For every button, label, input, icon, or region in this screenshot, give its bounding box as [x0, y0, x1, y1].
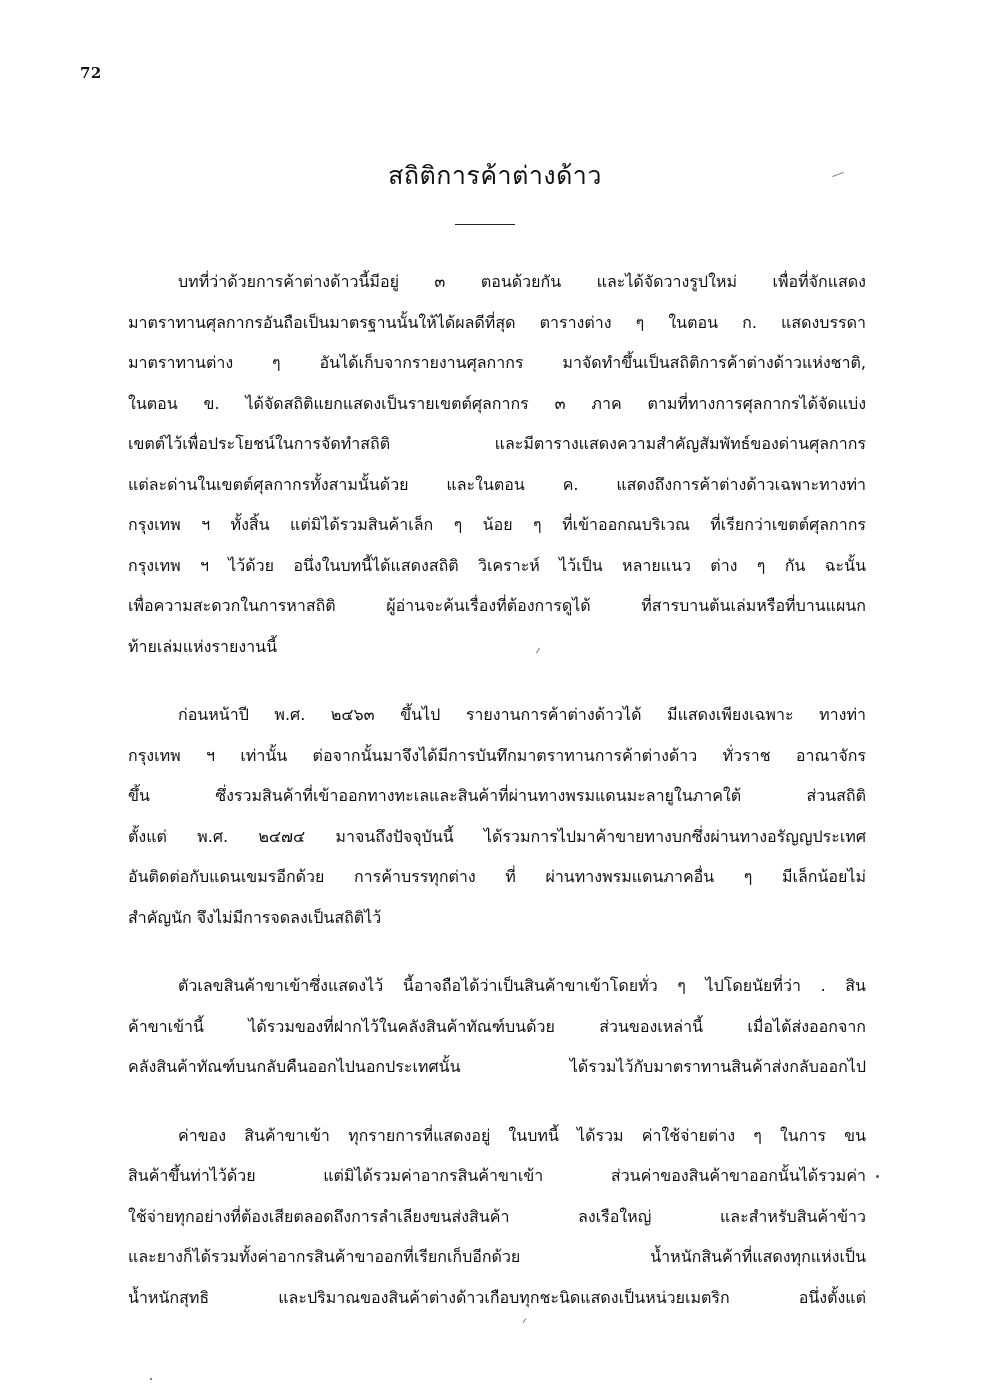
page-title: สถิติการค้าต่างด้าว: [388, 161, 602, 190]
text-line: เพื่อความสะดวกในการหาสถิติ ผู้อ่านจะค้นเรื่องที่ต้องการดูได้ ที่สารบานต้นเล่มหรือที่บานแผนก: [128, 596, 866, 615]
text-line: ในตอน ข. ได้จัดสถิติแยกแสดงเป็นรายเขตต์ศุลกากร ๓ ภาค ตามที่ทางการศุลกากรได้จัดแบ่ง: [128, 393, 866, 413]
text-line: อันติดต่อกับแดนเขมรอีกด้วย การค้าบรรทุกต่าง ที่ ผ่านทางพรมแดนภาคอื่น ๆ มีเล็กน้อยไม่: [128, 867, 866, 886]
text-line: ตัวเลขสินค้าขาเข้าซึ่งแสดงไว้ นี้อาจถือได้ว่าเป็นสินค้าขาเข้าโดยทั่ว ๆ ไปโดยนัยที่ว่า . สิน: [178, 976, 866, 995]
text-line: สินค้าขึ้นท่าไว้ด้วย แต่มิได้รวมค่าอากรสินค้าขาเข้า ส่วนค่าของสินค้าขาออกนั้นได้รวมค่า: [128, 1166, 866, 1185]
text-line: กรุงเทพ ฯ ทั้งสิ้น แต่มิได้รวมสินค้าเล็ก ๆ น้อย ๆ ที่เข้าออกณบริเวณ ที่เรียกว่าเขตต์ศุลกากร: [128, 515, 866, 534]
text-line: ค่าของ สินค้าขาเข้า ทุกรายการที่แสดงอยู่ ในบทนี้ ได้รวม ค่าใช้จ่ายต่าง ๆ ในการ ขน: [178, 1125, 866, 1145]
paragraph-2: [128, 695, 866, 938]
text-line: คลังสินค้าทัณฑ์บนกลับคืนออกไปนอกประเทศนั้น ได้รวมไว้กับมาตราทานสินค้าส่งกลับออกไป: [128, 1057, 866, 1076]
text-line: และยางก็ได้รวมทั้งค่าอากรสินค้าขาออกที่เรียกเก็บอีกด้วย น้ำหนักสินค้าที่แสดงทุกแห่งเป็น: [128, 1247, 866, 1266]
text-line: กรุงเทพ ฯ ไว้ด้วย อนึ่งในบทนี้ได้แสดงสถิติ วิเคราะห์ ไว้เป็น หลายแนว ต่าง ๆ กัน ฉะนั้น: [128, 555, 866, 575]
page-number: 72: [80, 64, 102, 82]
paragraph-4: [128, 1116, 866, 1319]
paragraph-3: [128, 966, 866, 1088]
text-line: ก่อนหน้าปี พ.ศ. ๒๔๖๓ ขึ้นไป รายงานการค้าต่างด้าวได้ มีแสดงเพียงเฉพาะ ทางท่า: [178, 705, 866, 724]
text-line: บทที่ว่าด้วยการค้าต่างด้าวนี้มีอยู่ ๓ ตอนด้วยกัน และได้จัดวางรูปใหม่ เพื่อที่จักแสดง: [178, 272, 866, 291]
text-line: ท้ายเล่มแห่งรายงานนี้: [128, 636, 278, 656]
text-line: ค้าขาเข้านี้ ได้รวมของที่ฝากไว้ในคลังสินค้าทัณฑ์บนด้วย ส่วนของเหล่านี้ เมื่อได้ส่งออกจาก: [128, 1016, 866, 1036]
text-line: กรุงเทพ ฯ เท่านั้น ต่อจากนั้นมาจึงได้มีการบันทึกมาตราทานการค้าต่างด้าว ทั่วราช อาณาจักร: [128, 745, 866, 765]
paragraph-1: [128, 262, 866, 667]
text-line: แต่ละด่านในเขตต์ศุลกากรทั้งสามนั้นด้วย และในตอน ค. แสดงถึงการค้าต่างด้าวเฉพาะทางท่า: [128, 474, 866, 494]
text-line: สำคัญนัก จึงไม่มีการจดลงเป็นสถิติไว้: [128, 907, 382, 927]
text-line: เขตต์ไว้เพื่อประโยชน์ในการจัดทำสถิติ และมีตารางแสดงความสำคัญสัมพัทธ์ของด่านศุลกากร: [128, 434, 866, 453]
text-line: มาตราทานต่าง ๆ อันได้เก็บจากรายงานศุลกากร มาจัดทำขึ้นเป็นสถิติการค้าต่างด้าวแห่งชาติ,: [128, 353, 866, 372]
scan-speck: [876, 1175, 879, 1178]
text-line: มาตราทานศุลกากรอันถือเป็นมาตรฐานนั้นให้ได้ผลดีที่สุด ตารางต่าง ๆ ในตอน ก. แสดงบรรดา: [128, 312, 866, 332]
text-line: ขึ้น ซึ่งรวมสินค้าที่เข้าออกทางทะเลและสินค้าที่ผ่านทางพรมแดนมะลายูในภาคใต้ ส่วนสถิติ: [128, 786, 866, 805]
scan-speck: [150, 1378, 152, 1380]
text-line: ตั้งแต่ พ.ศ. ๒๔๗๔ มาจนถึงปัจจุบันนี้ ได้รวมการไปมาค้าขายทางบกซึ่งผ่านทางอรัญญประเทศ: [128, 826, 866, 846]
text-line: น้ำหนักสุทธิ และปริมาณของสินค้าต่างด้าวเกือบทุกชะนิดแสดงเป็นหน่วยเมตริก อนึ่งตั้งแต่: [128, 1287, 866, 1307]
body-text: [128, 262, 866, 1318]
scan-mark: [523, 1318, 526, 1323]
text-line: ใช้จ่ายทุกอย่างที่ต้องเสียตลอดถึงการลำเลียงขนส่งสินค้า ลงเรือใหญ่ และสำหรับสินค้าข้าว: [128, 1206, 866, 1226]
title-divider: [455, 224, 515, 225]
